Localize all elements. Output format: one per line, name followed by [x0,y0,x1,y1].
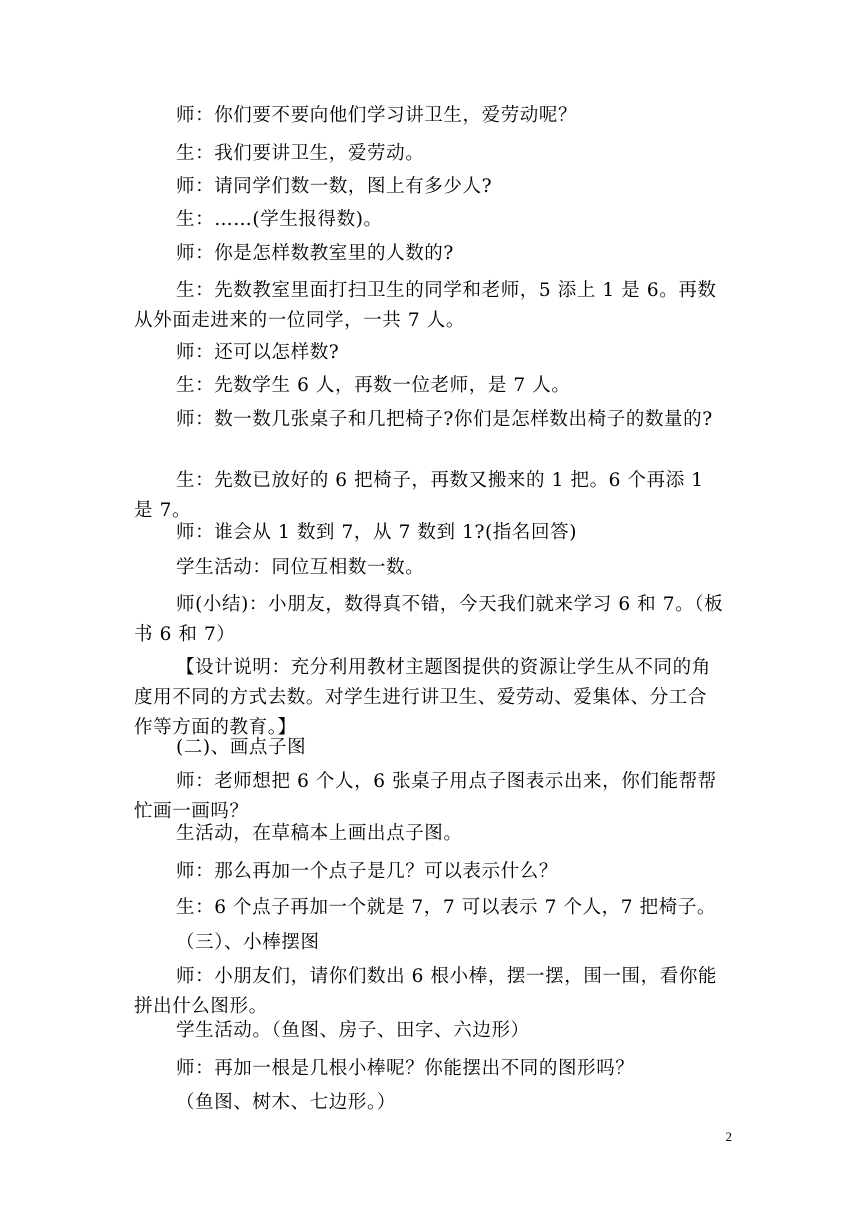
paragraph-23: （鱼图、树木、七边形。） [176,1092,396,1113]
paragraph-21: 学生活动。（鱼图、房子、田字、六边形） [176,1020,530,1041]
paragraph-15: 师：老师想把 6 个人，6 张桌子用点子图表示出来，你们能帮帮忙画一画吗？ [134,771,717,822]
paragraph-2: 生：我们要讲卫生，爱劳动。 [176,143,425,164]
paragraph-12: 学生活动：同位互相数一数。 [176,557,425,578]
paragraph-4: 生：……(学生报得数)。 [176,209,383,230]
paragraph-3: 师：请同学们数一数，图上有多少人? [176,176,493,197]
paragraph-16: 生活动，在草稿本上画出点子图。 [176,823,463,844]
paragraph-6: 生：先数教室里面打扫卫生的同学和老师，5 添上 1 是 6。再数从外面走进来的一位同学，一共 7 人。 [134,280,717,331]
paragraph-13: 师(小结)：小朋友，数得真不错，今天我们就来学习 6 和 7。（板书 6 和 7） [134,594,724,645]
paragraph-9: 师：数一数几张桌子和几把椅子?你们是怎样数出椅子的数量的? [176,409,713,430]
section-heading-3: （三）、小棒摆图 [176,932,320,953]
page-number: 2 [725,1129,732,1144]
paragraph-17: 师：那么再加一个点子是几？可以表示什么？ [176,861,559,882]
section-heading-2: (二)、画点子图 [176,737,307,758]
paragraph-20: 师：小朋友们，请你们数出 6 根小棒，摆一摆，围一围，看你能拼出什么图形。 [134,966,718,1017]
paragraph-10: 生：先数已放好的 6 把椅子，再数又搬来的 1 把。6 个再添 1 是 7。 [134,470,704,521]
paragraph-11: 师：谁会从 1 数到 7，从 7 数到 1?(指名回答) [176,522,578,543]
paragraph-8: 生：先数学生 6 人，再数一位老师，是 7 人。 [176,375,571,396]
design-note: 【设计说明：充分利用教材主题图提供的资源让学生从不同的角度用不同的方式去数。对学生进行讲卫生、爱劳动、爱集体、分工合作等方面的教育。】 [134,657,711,738]
paragraph-18: 生：6 个点子再加一个就是 7，7 可以表示 7 个人，7 把椅子。 [176,897,717,918]
paragraph-5: 师：你是怎样数教室里的人数的? [176,243,454,264]
paragraph-22: 师：再加一根是几根小棒呢？你能摆出不同的图形吗？ [176,1058,635,1079]
paragraph-7: 师：还可以怎样数? [176,342,340,363]
paragraph-1: 师：你们要不要向他们学习讲卫生，爱劳动呢？ [176,105,578,126]
